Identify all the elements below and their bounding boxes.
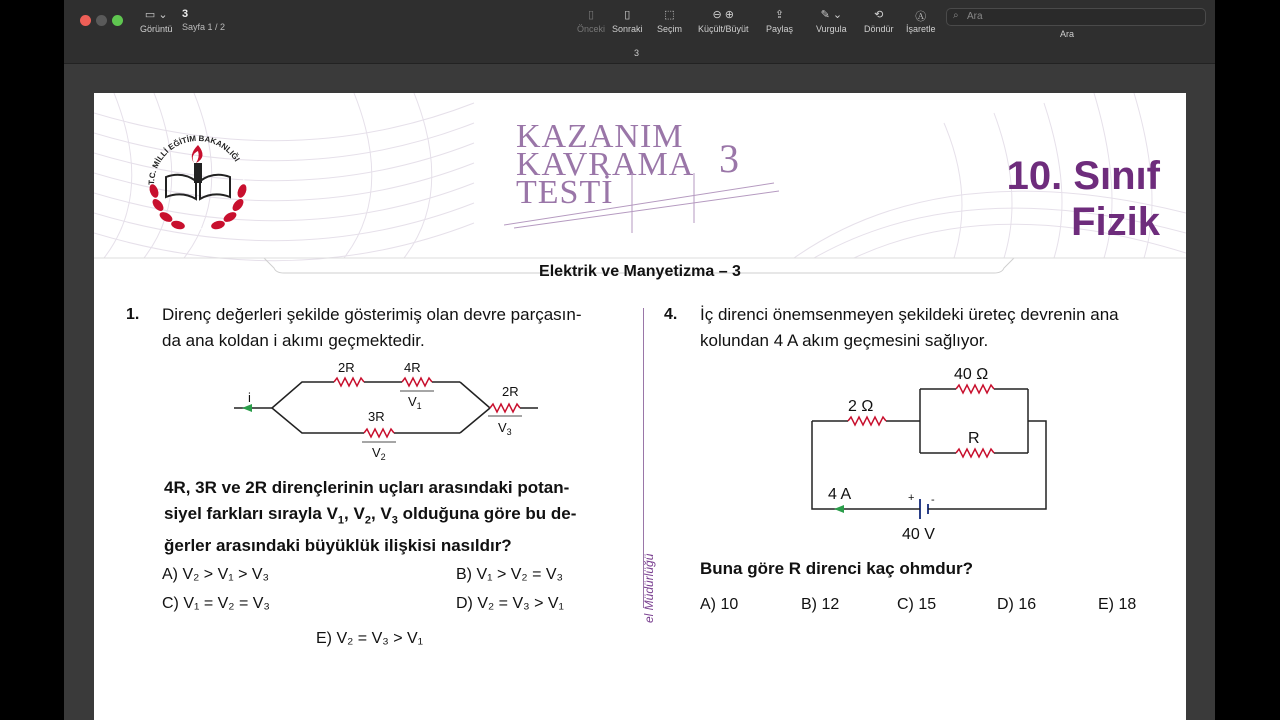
question-1-option-b[interactable]: B) V₁ > V₂ = V₃: [456, 566, 564, 583]
page-count: Sayfa 1 / 2: [182, 22, 226, 32]
previous-button[interactable]: [577, 8, 605, 34]
prompt-v1-sub: 1: [337, 514, 345, 527]
question-4-line-2: kolundan 4 A akım geçmesini sağlıyor.: [700, 331, 989, 350]
prompt-line-2: [164, 501, 624, 533]
question-1-text: [162, 302, 622, 354]
v1-label: V: [408, 394, 417, 409]
share-label: Paylaş: [766, 24, 794, 34]
fullscreen-button[interactable]: [112, 15, 123, 26]
toolbar: [64, 0, 1215, 64]
test-number: 3: [719, 136, 739, 181]
select-label: Seçim: [657, 24, 683, 34]
prompt-v2-sub: 2: [364, 514, 371, 527]
svg-text:V3: [498, 420, 512, 437]
rotate-icon: ⟲: [874, 9, 884, 21]
resistor-r-label: R: [968, 430, 980, 447]
title-line-1: KAZANIM: [516, 118, 684, 155]
v3-label: V: [498, 420, 507, 435]
markup-icon: Ⓐ: [915, 11, 927, 23]
next-page-icon: ▯: [624, 9, 631, 21]
preview-window: [64, 0, 1215, 720]
select-button[interactable]: [657, 8, 682, 34]
search-placeholder: Ara: [967, 11, 983, 22]
question-1-option-c[interactable]: C) V₁ = V₂ = V₃: [162, 595, 270, 612]
zoom-button[interactable]: [698, 8, 749, 34]
title-decoration: [504, 173, 784, 233]
prompt-line-3: ğerler arasındaki büyüklük ilişkisi nasıldır?: [164, 536, 512, 556]
question-4-option-b[interactable]: B) 12: [801, 596, 840, 613]
share-button[interactable]: [766, 8, 793, 34]
highlight-pen-icon: ✎ ⌄: [820, 9, 843, 21]
v2-subscript: 2: [380, 452, 386, 462]
question-1-prompt: [164, 475, 624, 559]
battery-voltage-label: 40 V: [902, 526, 935, 543]
zoom-label: Küçült/Büyüt: [698, 24, 749, 34]
next-button[interactable]: [612, 8, 643, 34]
highlight-label: Vurgula: [816, 24, 847, 34]
question-4-option-a[interactable]: A) 10: [700, 596, 739, 613]
resistor-2-ohm-label: 2 Ω: [848, 398, 874, 415]
question-4-line-1: İç direnci önemsenmeyen şekildeki üreteç devrenin ana: [700, 305, 1119, 324]
meb-logo: [138, 125, 258, 243]
next-label: Sonraki: [612, 24, 643, 34]
question-4-prompt: Buna göre R direnci kaç ohmdur?: [700, 559, 973, 578]
battery-plus-sign: +: [908, 492, 915, 504]
minimize-button[interactable]: [96, 15, 107, 26]
resistor-3r-label: 3R: [368, 409, 385, 424]
rotate-button[interactable]: [864, 8, 894, 34]
question-1-option-e[interactable]: E) V₂ = V₃ > V₁: [316, 630, 424, 647]
pdf-page: [94, 93, 1186, 720]
question-1-line-2: da ana koldan i akımı geçmektedir.: [162, 331, 425, 350]
question-4-option-e[interactable]: E) 18: [1098, 596, 1137, 613]
question-4-option-c[interactable]: C) 15: [897, 596, 937, 613]
logo-text: T.C. MİLLİ EĞİTİM BAKANLIĞI: [146, 133, 242, 186]
view-button[interactable]: [140, 8, 173, 34]
side-watermark-text: el Müdürlüğü: [642, 553, 656, 623]
circuit-1-current-label: i: [248, 390, 251, 405]
question-1-number: 1.: [126, 306, 140, 323]
battery-minus-sign: -: [931, 494, 935, 506]
v1-subscript: 1: [416, 401, 422, 411]
selection-icon: ⬚: [664, 9, 675, 21]
grade-label: 10. Sınıf: [1006, 154, 1160, 198]
v3-subscript: 3: [506, 427, 512, 437]
markup-button[interactable]: [906, 8, 936, 34]
circuit-4-diagram: [804, 361, 1054, 546]
circuit-4-current-label: 4 A: [828, 486, 852, 503]
previous-page-icon: ▯: [587, 9, 595, 21]
question-4-number: 4.: [664, 306, 678, 323]
resistor-2r-label: 2R: [338, 360, 355, 375]
zoom-icon: ⊖ ⊕: [712, 9, 735, 21]
prompt-line-1: 4R, 3R ve 2R dirençlerinin uçları arasındaki potan-: [164, 478, 570, 497]
highlight-button[interactable]: [816, 8, 847, 34]
resistor-40-ohm-label: 40 Ω: [954, 366, 989, 383]
search-input[interactable]: [946, 8, 1206, 26]
grade-subject: [1007, 153, 1160, 245]
rotate-label: Döndür: [864, 24, 894, 34]
search-label: Ara: [1060, 29, 1075, 39]
v2-label: V: [372, 445, 381, 460]
prompt-line-2a: siyel farkları sırayla V: [164, 504, 338, 523]
view-label: Görüntü: [140, 24, 173, 34]
section-title: Elektrik ve Manyetizma – 3: [539, 263, 741, 280]
search-icon: ⌕: [953, 10, 959, 21]
prompt-line-2c: , V: [370, 504, 392, 523]
resistor-4r-label: 4R: [404, 360, 421, 375]
prompt-line-2d: olduğuna göre bu de-: [397, 504, 577, 523]
share-icon: ⇪: [774, 9, 785, 21]
document-title: 3: [182, 8, 189, 20]
question-1-option-d[interactable]: D) V₂ = V₃ > V₁: [456, 595, 564, 612]
question-4-option-d[interactable]: D) 16: [997, 596, 1037, 613]
title-line-3: TESTİ: [516, 174, 614, 211]
question-1-line-1: Direnç değerleri şekilde gösterimiş olan devre parçasın-: [162, 305, 582, 324]
title-line-2: KAVRAMA: [516, 146, 695, 183]
page-indicator: 3: [634, 48, 640, 58]
markup-label: İşaretle: [906, 24, 936, 34]
svg-text:V2: [372, 445, 386, 462]
circuit-1-diagram: [234, 358, 554, 463]
previous-label: Önceki: [577, 24, 606, 34]
prompt-line-2b: , V: [344, 504, 365, 523]
resistor-2r-right-label: 2R: [502, 384, 519, 399]
question-4-text: [700, 302, 1160, 354]
close-button[interactable]: [80, 15, 91, 26]
sidebar-icon: ▭ ⌄: [144, 9, 168, 21]
question-1-option-a[interactable]: A) V₂ > V₁ > V₃: [162, 566, 270, 583]
prompt-v3-sub: 3: [391, 514, 398, 527]
subject-label: Fizik: [1071, 200, 1160, 244]
svg-text:V1: [408, 394, 422, 411]
